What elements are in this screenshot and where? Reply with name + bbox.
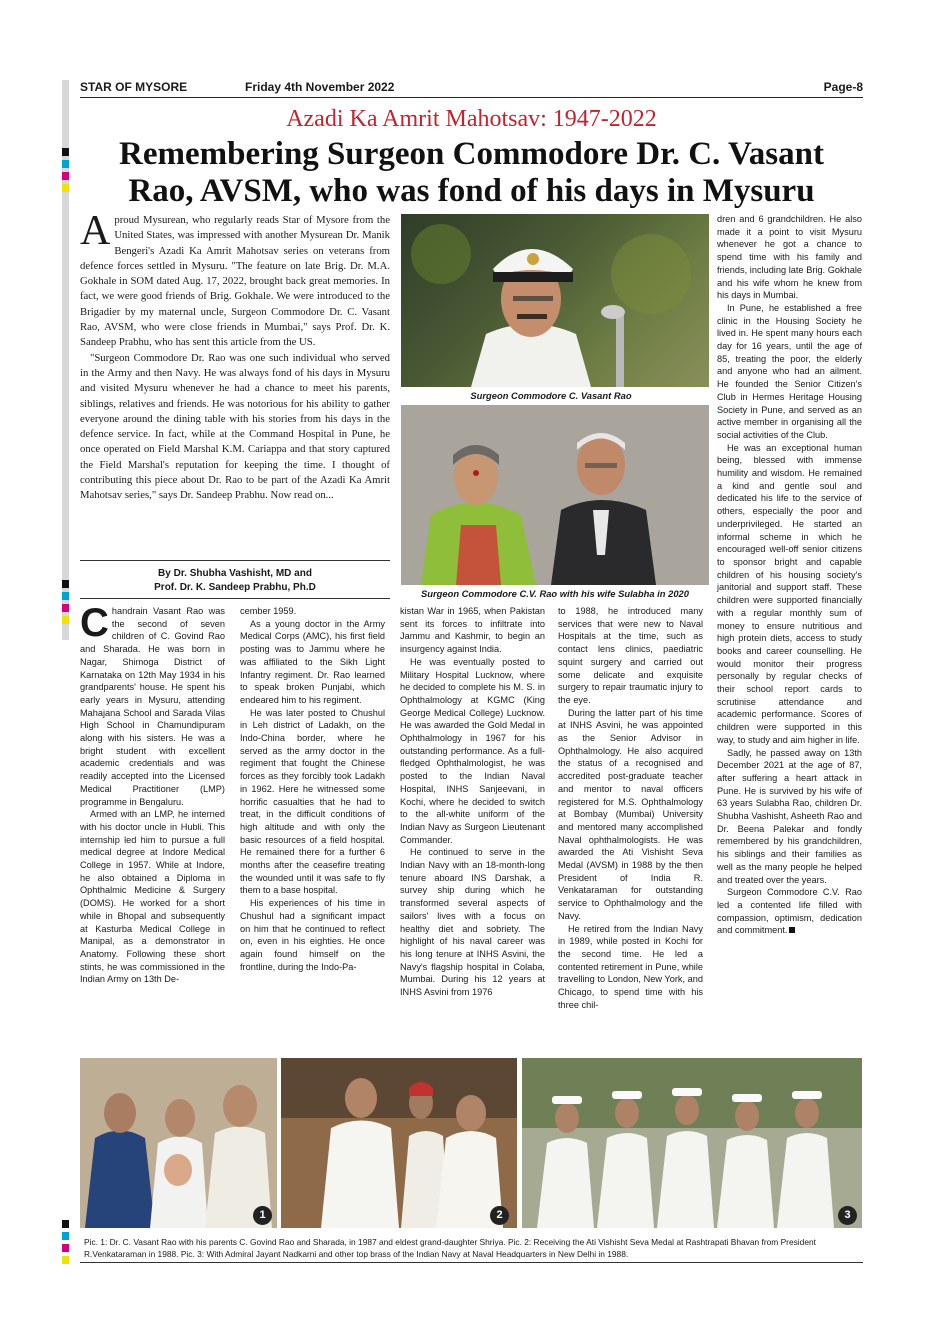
column-5-para-2: In Pune, he established a free clinic in the Housing Society he lived in. He spent many hours each day for 16 years, until the age of 85, treating the poor, the elderly and anyone who had an ailment. He founded the Senior Citizen's Club in Hermes Heritage Housing Society in Pune, and served as an active member in organising all the social activities of the Club. bbox=[717, 302, 862, 440]
column-2-para-2: As a young doctor in the Army Medical Corps (AMC), his first field posting was to Jammu where he was affiliated to the Sikh Light Infantry regiment. Dr. Rao learned to speak broken Punjabi, which endeared him to his regiment. bbox=[240, 618, 385, 705]
bottom-caption: Pic. 1: Dr. C. Vasant Rao with his parents C. Govind Rao and Sharada, in 1987 and eldest grand-daughter Shriya. Pic. 2: Receiving the Ati Vishisht Seva Medal at Rashtrapati Bhavan from President R.Venkataraman in 1988. Pic. 3: With Admiral Jayant Nadkarni and other top brass of the Indian Navy at Naval Headquarters in New Delhi in 1988. bbox=[84, 1237, 816, 1259]
column-2-para-4: His experiences of his time in Chushul had a significant impact on him that he continued to reflect on, even in his eighties. He once again found himself on the frontline, during the Indo-Pa- bbox=[240, 898, 385, 972]
pic-3-navy-officers-photo bbox=[522, 1058, 862, 1228]
pic-3-badge: 3 bbox=[838, 1206, 857, 1225]
column-4-para-3: He retired from the Indian Navy in 1989, while posted in Kochi for the second time. He led a contented retirement in Pune, while travelling to London, New York, and Chicago, to spend time with his three chil- bbox=[558, 923, 703, 1010]
column-4-para-2: During the latter part of his time at INHS Asvini, he was appointed as the Senior Advisor in Ophthalmology. He also acquired the status of a recognised and accredited post-graduate teacher and mentor to naval officers registered for M.S. Ophthalmology at Bombay (Mumbai) University and mentored many accomplished Naval ophthalmologists. He was awarded the Ati Vishisht Seva Medal (AVSM) in 1988 by the then President of India R. Venkataraman for outstanding service to Ophthalmology and the Navy. bbox=[558, 707, 703, 921]
couple-caption: Surgeon Commodore C.V. Rao with his wife Sulabha in 2020 bbox=[421, 588, 689, 599]
byline bbox=[80, 567, 390, 595]
intro-paragraph-2: "Surgeon Commodore Dr. Rao was one such individual who served in the Army and then Navy. He was always fond of his days in Mysuru and visited Mysuru whenever he had a chance to meet his parents, siblings, relatives and friends. He was notorious for his ability to gather everyone around the dining table with his stories from his days in the defence service. In fact, while at the Command Hospital in Pune, he once operated on Field Marshal K.M. Cariappa and that story captured the Field Marshal's reputation for keeping the time. I thought of contributing this piece about Dr. Rao to be part of the Azadi Ka Amrit Mahotsav series," says Dr. Sandeep Prabhu. Now read on... bbox=[80, 351, 390, 502]
registration-mark-cyan bbox=[62, 592, 69, 600]
page-number: Page-8 bbox=[823, 80, 863, 94]
column-drop-cap: C bbox=[80, 601, 109, 645]
byline-top-rule bbox=[80, 560, 390, 561]
end-mark bbox=[789, 927, 795, 933]
headline-line-1: Remembering Surgeon Commodore Dr. C. Vasant bbox=[119, 136, 824, 172]
column-4-para-1: to 1988, he introduced many services that were new to Naval Hospitals at the time, such as contact lens clinics, paediatric squint surgery and carried out some delicate and exquisite surgery to repair traumatic injury to the eye. bbox=[558, 606, 703, 705]
column-5-para-3: He was an exceptional human being, blessed with immense humility and wisdom. He remained a kind and gentle soul and dedicated his life to the service of others, especially the poor and underprivileged. He started an informal scheme in which he encouraged well-off senior citizens to sponsor bright and capable children of his housing society's janitorial and support staff. These children were supported financially with a regular monthly sum of money to ensure nutritious and high protein diets, access to study books and career counselling. He would monitor their progress personally by regular checks of their school report cards to scrutinise attendance and academic performance. Scores of children were supported in this way, to study and aim higher in life. bbox=[717, 442, 862, 745]
byline-line-2: Prof. Dr. K. Sandeep Prabhu, Ph.D bbox=[154, 582, 316, 593]
bottom-rule bbox=[80, 1262, 863, 1263]
column-3 bbox=[400, 605, 545, 999]
byline-bottom-rule bbox=[80, 598, 390, 599]
registration-mark-black bbox=[62, 148, 69, 156]
column-5 bbox=[717, 213, 862, 937]
header-rule bbox=[80, 97, 863, 98]
page-header bbox=[80, 80, 863, 96]
pic-1-family-photo bbox=[80, 1058, 277, 1228]
byline-line-1: By Dr. Shubha Vashisht, MD and bbox=[158, 568, 312, 579]
series-kicker: Azadi Ka Amrit Mahotsav: 1947-2022 bbox=[286, 106, 657, 132]
column-5-para-1: dren and 6 grandchildren. He also made it a point to visit Mysuru whenever he got a chance to spend time with his family and friends, including late Brig. Gokhale and his wife whom he knew from his days in Mumbai. bbox=[717, 214, 862, 301]
pic-1-badge: 1 bbox=[253, 1206, 272, 1225]
column-3-para-2: He was eventually posted to Military Hospital Lucknow, where he decided to complete his M. S. in Ophthalmology at KGMC (King George Medical College) Lucknow. He was awarded the Gold Medal in Ophthalmology in 1967 for his outstanding performance. As a full-fledged Ophthalmologist, he was posted to the Indian Naval Hospital, INHS Sanjeevani, in Kochi, where he decided to switch to the all-white uniform of the Indian Navy as Surgeon Lieutenant Commander. bbox=[400, 656, 545, 845]
registration-mark-yellow bbox=[62, 184, 69, 192]
registration-mark-black bbox=[62, 580, 69, 588]
registration-mark-cyan bbox=[62, 1232, 69, 1240]
portrait-photo bbox=[401, 214, 709, 387]
couple-figures bbox=[401, 405, 709, 585]
pic-3-figures bbox=[522, 1058, 862, 1228]
headline bbox=[80, 136, 863, 210]
issue-date: Friday 4th November 2022 bbox=[245, 80, 395, 94]
column-1 bbox=[80, 601, 225, 986]
registration-mark-magenta bbox=[62, 172, 69, 180]
column-1-para-1: handrain Vasant Rao was the second of seven children of C. Govind Rao and Sharada. He was born in Nagar, Shimoga District of Karnataka on 12th May 1934 in his grandparents' house. He spent his early years in Mysuru, attending Mahajana School and Sarada Vilas High School in Chamundipuram along with his sisters. He was a bright student with excellent academic credentials and was readily accepted into the Licensed Medical Practitioner (LMP) programme in Bengaluru. bbox=[80, 606, 225, 807]
registration-mark-yellow bbox=[62, 1256, 69, 1264]
pic-2-figures bbox=[281, 1058, 517, 1228]
registration-mark-black bbox=[62, 1220, 69, 1228]
intro-drop-cap: A bbox=[80, 208, 111, 254]
paper-name: STAR OF MYSORE bbox=[80, 80, 188, 94]
portrait-caption: Surgeon Commodore C. Vasant Rao bbox=[470, 390, 632, 401]
column-4 bbox=[558, 605, 703, 1012]
column-2-para-1: cember 1959. bbox=[240, 606, 297, 616]
registration-mark-magenta bbox=[62, 1244, 69, 1252]
registration-mark-cyan bbox=[62, 160, 69, 168]
column-5-para-4: Sadly, he passed away on 13th December 2021 at the age of 87, after suffering a heart attack in Pune. He is survived by his wife of 63 years Sulabha Rao, children Dr. Shubha Vashisht, Asheeth Rao and Dr. Beena Palekar and fondly remembered by his grandchildren, his siblings and their families as well as the many people he helped and treated over the years. bbox=[717, 747, 862, 885]
column-2-para-3: He was later posted to Chushul in Leh district of Ladakh, on the Indo-China border, where he served as the army doctor in the regiment that fought the Chinese forces as they forcibly took Ladakh in 1962. Here he witnessed some horrific casualties that he had to treat, in the difficult conditions of high altitude and with only the basic resources of a field hospital. He remained there for a further 6 months after the ceasefire treating the wounded until it was safe to fly them to a base hospital. bbox=[240, 707, 385, 896]
column-1-para-2: Armed with an LMP, he interned with his doctor uncle in Hubli. This internship led him to pursue a full medical degree at Indore Medical College in 1957. While at Indore, he also obtained a Diploma in Ophthalmic Medicine & Surgery (DOMS). He worked for a short while in Bhopal and subsequently at Kasturba Medical College in Manipal, as a demonstrator in Anatomy. Following these short stints, he was commissioned in the Indian Army on 13th De- bbox=[80, 809, 225, 985]
column-2 bbox=[240, 605, 385, 973]
column-5-para-5: Surgeon Commodore C.V. Rao led a contented life filled with compassion, optimism, dedication and commitment. bbox=[717, 887, 862, 936]
pic-2-award-photo bbox=[281, 1058, 517, 1228]
pic-2-badge: 2 bbox=[490, 1206, 509, 1225]
registration-mark-yellow bbox=[62, 616, 69, 624]
registration-mark-magenta bbox=[62, 604, 69, 612]
pic-1-figures bbox=[80, 1058, 277, 1228]
headline-line-2: Rao, AVSM, who was fond of his days in Mysuru bbox=[128, 173, 815, 209]
column-3-para-3: He continued to serve in the Indian Navy with an 18-month-long tenure aboard INS Darshak, a survey ship during which he transformed several aspects of sailors' lives with a focus on healthy diet and sobriety. The highlight of his naval career was his long tenure at INHS Asvini, the Navy's flagship hospital in Colaba, Mumbai. During his 12 years at INHS Asvini from 1976 bbox=[400, 847, 545, 998]
column-3-para-1: kistan War in 1965, when Pakistan sent its forces to infiltrate into Jammu and Kashmir, to begin an insurgency against India. bbox=[400, 606, 545, 655]
intro-paragraph-1: proud Mysurean, who regularly reads Star of Mysore from the United States, was impressed with another Mysurean Dr. Manik Bengeri's Azadi Ka Amrit Mahotsav series on veterans from defence forces settled in Mysuru. "The feature on late Brig. Dr. M.A. Gokhale in SOM dated Aug. 17, 2022, brought back great memories. In fact, we were good friends of Brig. Gokhale. We were introduced to the Brigadier by my maternal uncle, Surgeon Commodore Dr. C. Vasant Rao, AVSM, who were close friends in Mumbai," says Prof. Dr. K. Sandeep Prabhu, who has sent this article from the US. bbox=[80, 214, 390, 349]
portrait-figure bbox=[401, 214, 709, 387]
couple-photo bbox=[401, 405, 709, 585]
intro-text bbox=[80, 208, 390, 504]
